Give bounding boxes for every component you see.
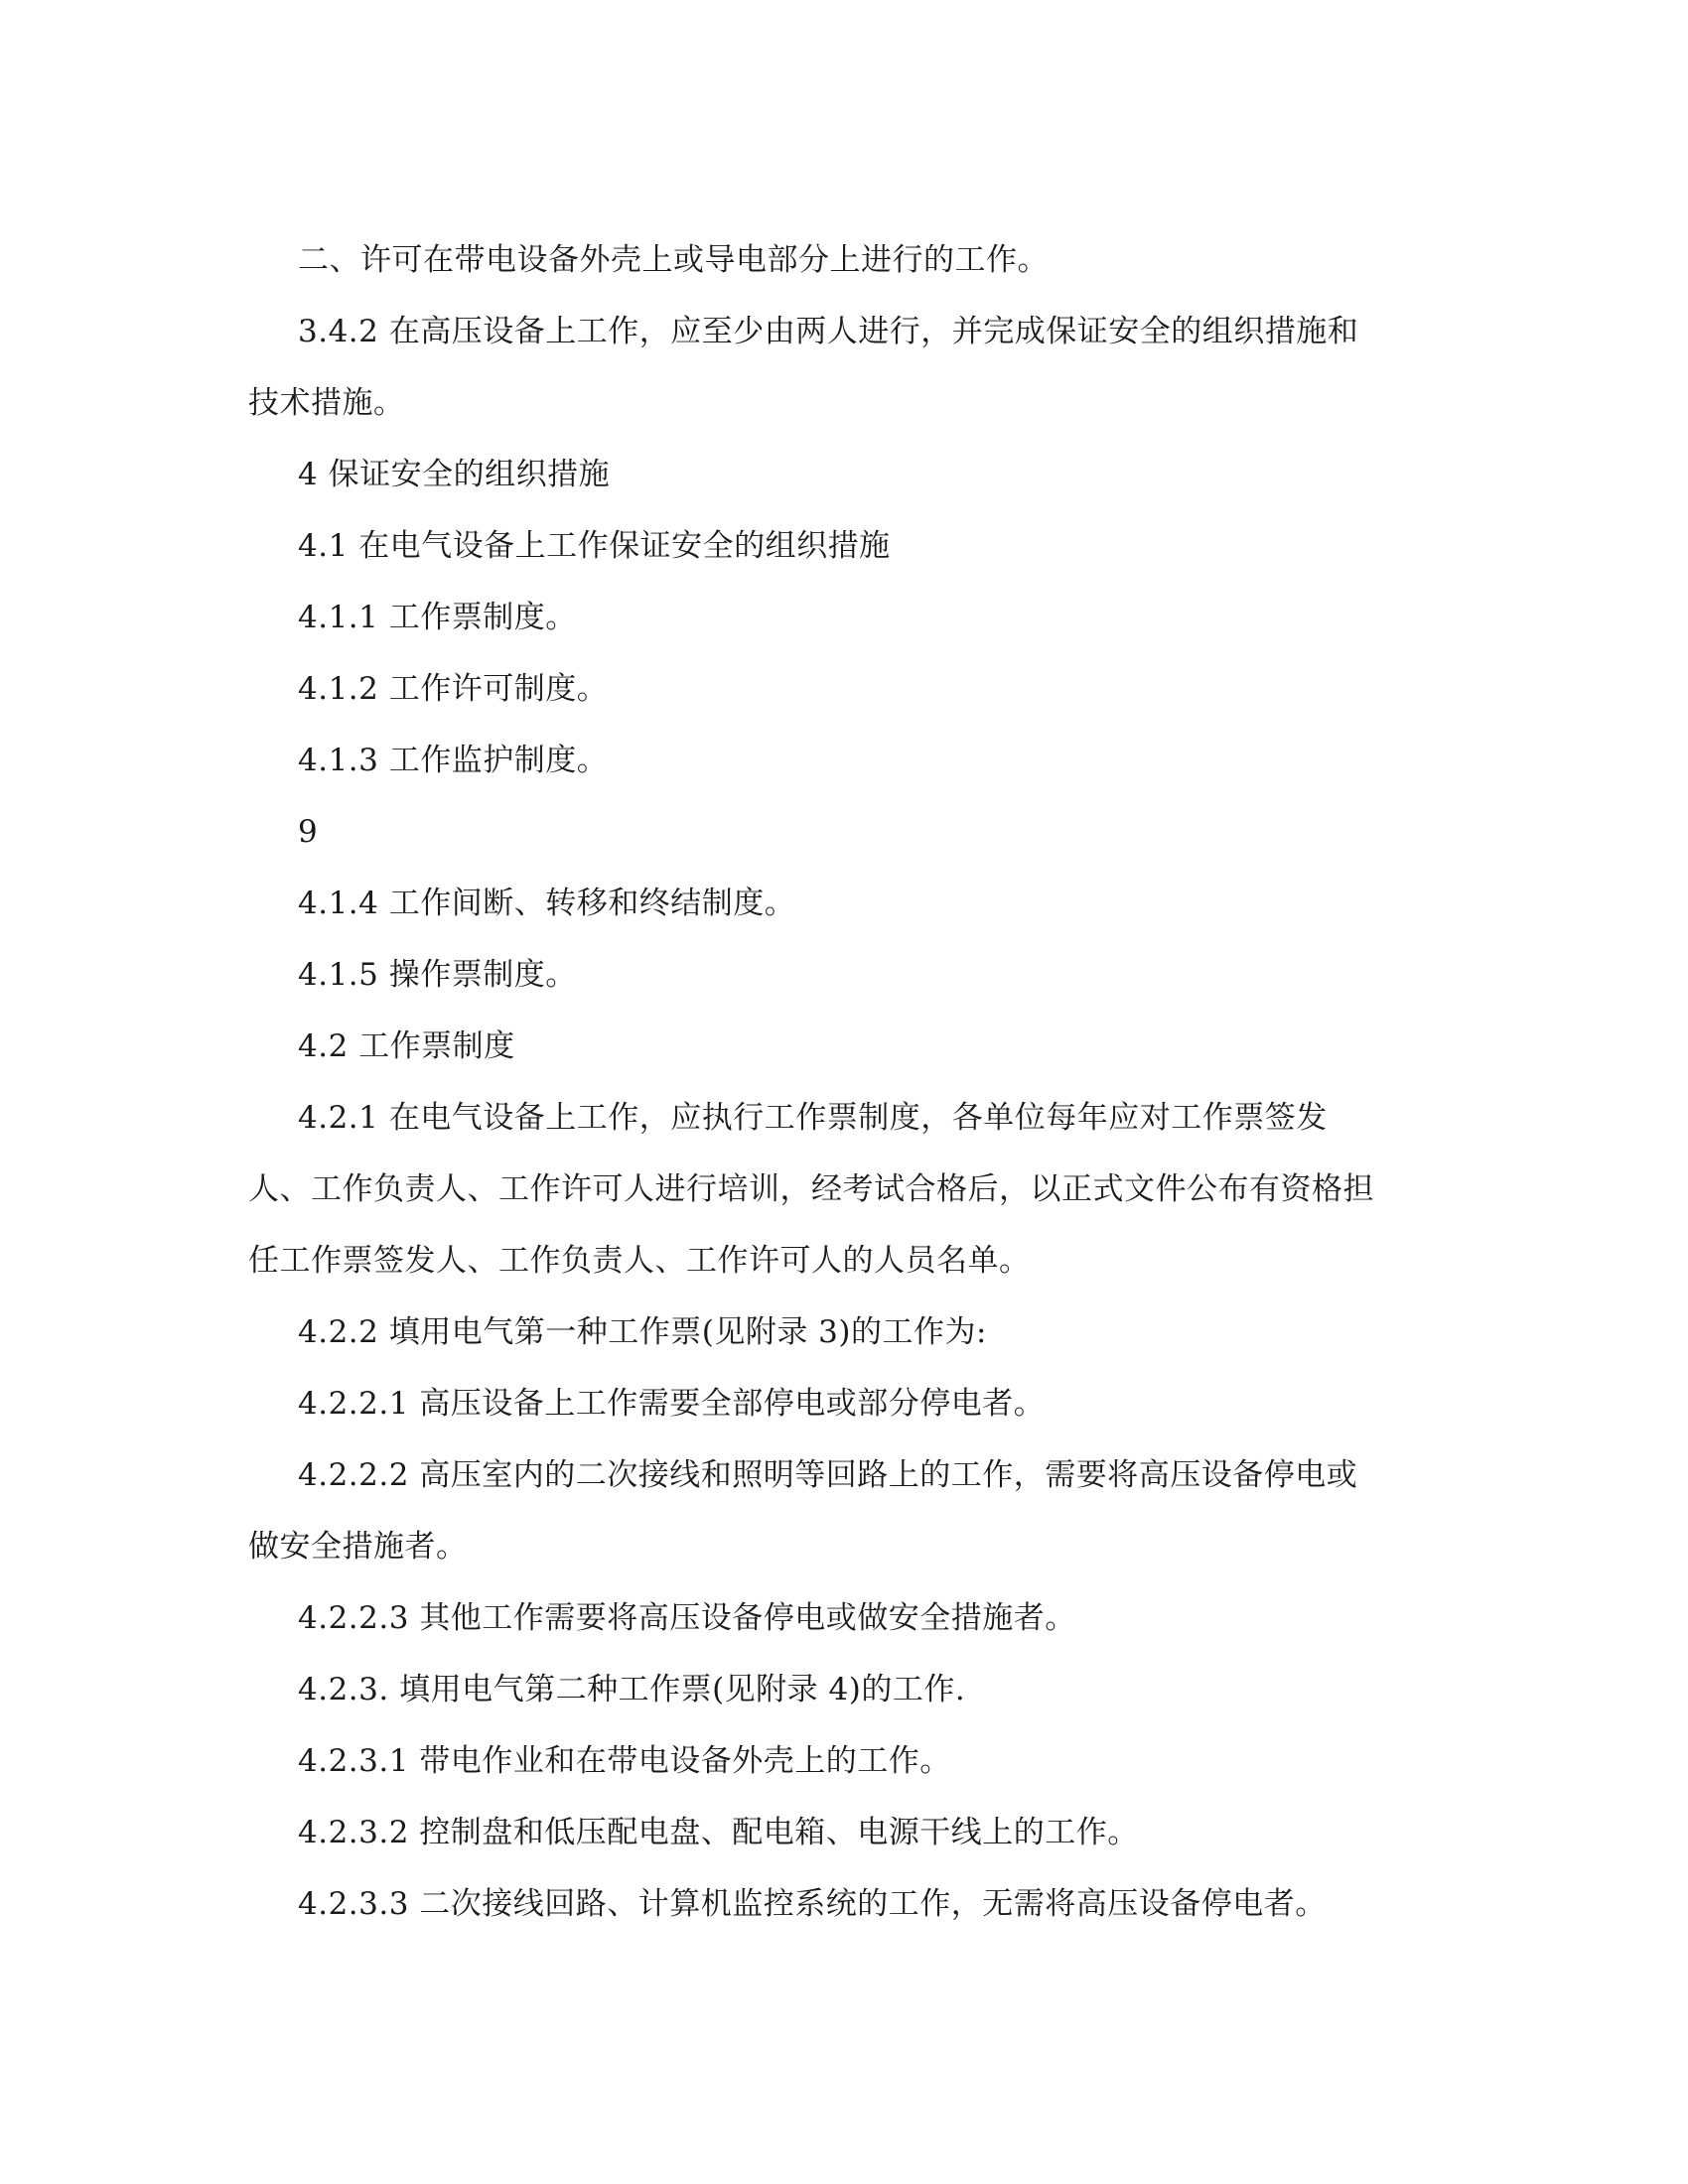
- list-item: 4.1.1 工作票制度。: [298, 600, 577, 635]
- paragraph-line: 4.2.3. 填用电气第二种工作票(见附录 4)的工作.: [298, 1672, 966, 1707]
- list-item: 4.1.4 工作间断、转移和终结制度。: [298, 886, 796, 921]
- list-item: 4.2.2.3 其他工作需要将高压设备停电或做安全措施者。: [298, 1600, 1076, 1636]
- paragraph-line: 人、工作负责人、工作许可人进行培训，经考试合格后，以正式文件公布有资格担: [248, 1171, 1374, 1207]
- list-item: 4.1.5 操作票制度。: [298, 957, 577, 993]
- list-item: 4.2.3.1 带电作业和在带电设备外壳上的工作。: [298, 1743, 951, 1779]
- paragraph-line: 技术措施。: [248, 385, 405, 421]
- paragraph-line: 4.2.1 在电气设备上工作，应执行工作票制度，各单位每年应对工作票签发: [298, 1100, 1328, 1136]
- list-item: 4.1.2 工作许可制度。: [298, 671, 609, 707]
- paragraph-line: 3.4.2 在高压设备上工作，应至少由两人进行，并完成保证安全的组织措施和: [298, 314, 1359, 349]
- list-item: 4.2.2.1 高压设备上工作需要全部停电或部分停电者。: [298, 1386, 1046, 1422]
- list-item: 4.2.3.2 控制盘和低压配电盘、配电箱、电源干线上的工作。: [298, 1815, 1139, 1850]
- subsection-heading: 4.1 在电气设备上工作保证安全的组织措施: [298, 528, 891, 564]
- paragraph-line: 4.2.2.2 高压室内的二次接线和照明等回路上的工作，需要将高压设备停电或: [298, 1457, 1358, 1493]
- paragraph-line: 做安全措施者。: [248, 1529, 468, 1565]
- paragraph-line: 4.2.2 填用电气第一种工作票(见附录 3)的工作为:: [298, 1314, 987, 1350]
- paragraph-line: 二、许可在带电设备外壳上或导电部分上进行的工作。: [298, 242, 1049, 278]
- section-heading: 4 保证安全的组织措施: [298, 457, 611, 492]
- subsection-heading: 4.2 工作票制度: [298, 1028, 515, 1064]
- paragraph-line: 任工作票签发人、工作负责人、工作许可人的人员名单。: [248, 1243, 1031, 1279]
- page-number: 9: [298, 814, 319, 850]
- document-body: [248, 224, 1440, 1940]
- list-item: 4.2.3.3 二次接线回路、计算机监控系统的工作，无需将高压设备停电者。: [298, 1886, 1327, 1922]
- list-item: 4.1.3 工作监护制度。: [298, 743, 609, 778]
